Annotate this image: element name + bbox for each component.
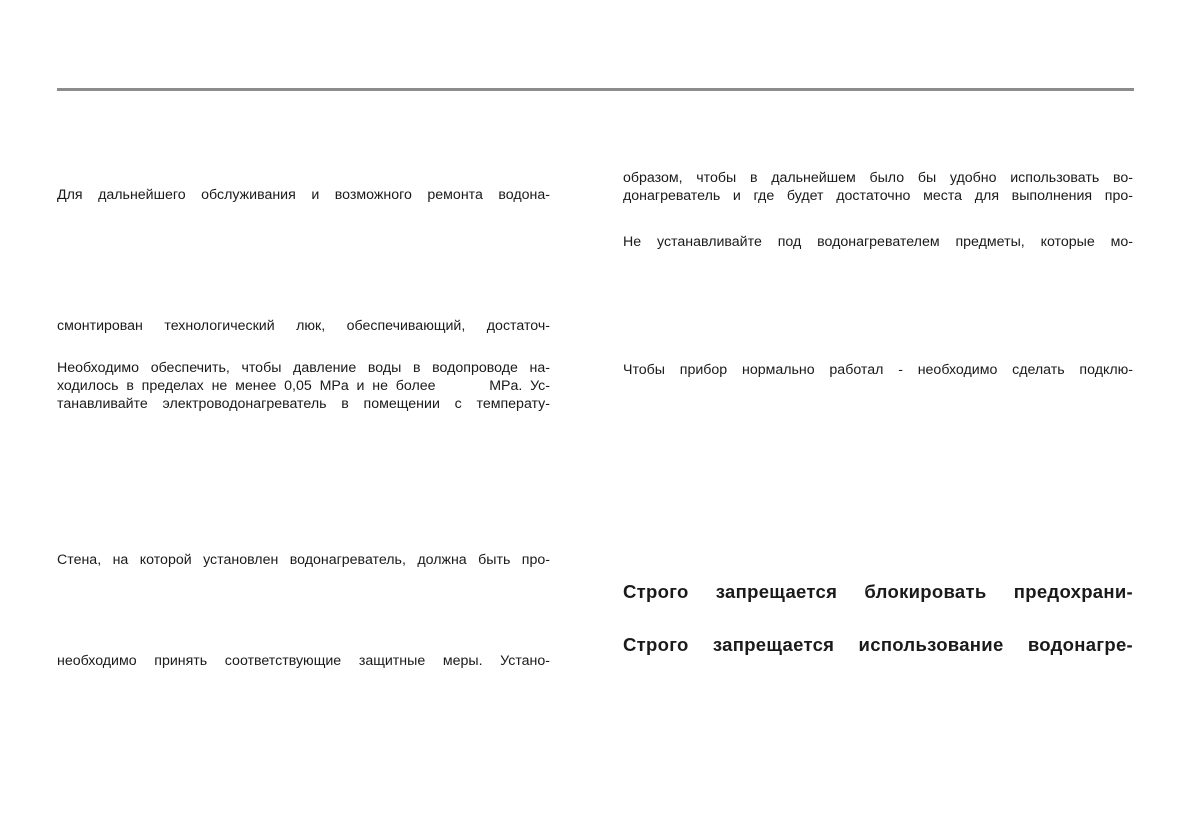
text-line: Для дальнейшего обслуживания и возможного ремонта водона- <box>57 187 550 203</box>
text-line: необходимо принять соответствующие защитные меры. Устано- <box>57 653 550 669</box>
warning-line: Строго запрещается блокировать предохрани- <box>623 581 1133 602</box>
text-line: образом, чтобы в дальнейшем было бы удобно использовать во- <box>623 170 1133 186</box>
text-line: донагреватель и где будет достаточно места для выполнения про- <box>623 188 1133 204</box>
text-fragment: MPa. Ус- <box>489 378 550 394</box>
text-line: смонтирован технологический люк, обеспечивающий, достаточ- <box>57 318 550 334</box>
text-line: танавливайте электроводонагреватель в помещении с температу- <box>57 396 550 412</box>
text-line: Необходимо обеспечить, чтобы давление воды в водопроводе на- <box>57 360 550 376</box>
text-line: Стена, на которой установлен водонагреватель, должна быть про- <box>57 552 550 568</box>
header-rule <box>57 88 1134 91</box>
warning-line: Строго запрещается использование водонагре- <box>623 634 1133 655</box>
text-line: Чтобы прибор нормально работал - необходимо сделать подклю- <box>623 362 1133 378</box>
text-line: Не устанавливайте под водонагревателем предметы, которые мо- <box>623 234 1133 250</box>
text-line <box>57 377 550 395</box>
text-fragment: ходилось в пределах не менее 0,05 MPa и не более <box>57 378 436 394</box>
